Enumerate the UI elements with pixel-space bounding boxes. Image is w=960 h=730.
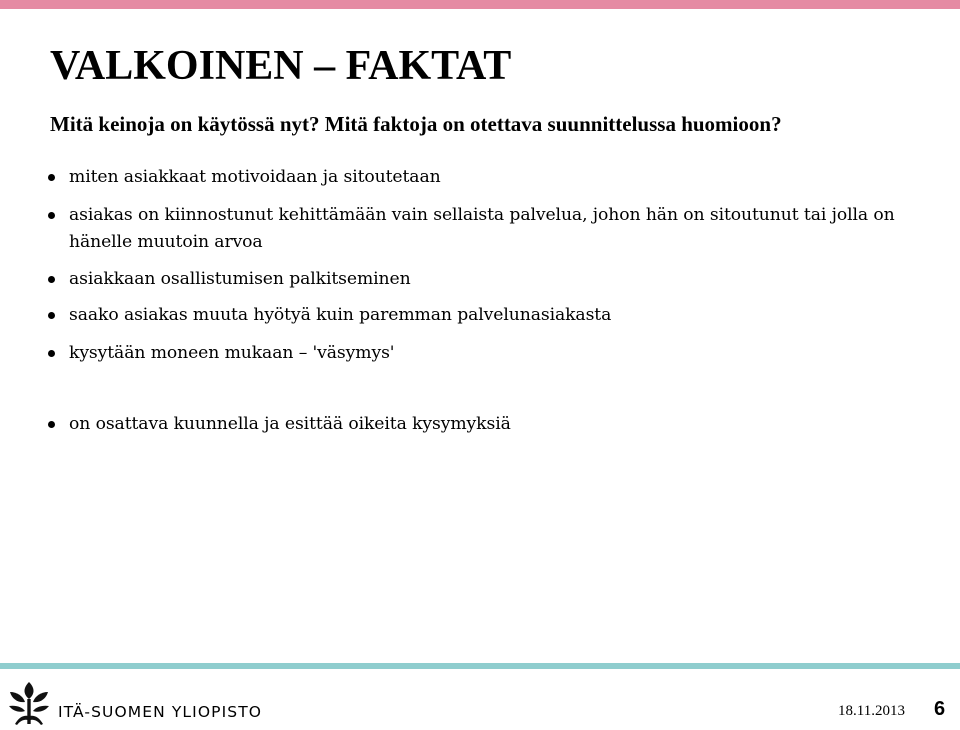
bullet-dot-icon xyxy=(48,212,55,219)
bullet-dot-icon xyxy=(48,421,55,428)
page-number: 6 xyxy=(934,698,946,720)
bullet-text: saako asiakas muuta hyötyä kuin paremman palvelunasiakasta xyxy=(69,305,612,325)
bullet-item xyxy=(48,202,943,256)
bullet-dot-icon xyxy=(48,276,55,283)
bullet-text: kysytään moneen mukaan – 'väsymys' xyxy=(69,343,395,363)
slide-title: VALKOINEN – FAKTAT xyxy=(50,43,512,89)
bullet-item xyxy=(48,302,943,329)
bullet-text: asiakas on kiinnostunut kehittämään vain sellaista palvelua, johon hän on sitoutunut tai jolla on hänelle muutoin arvoa xyxy=(69,205,895,252)
bullet-item xyxy=(48,340,943,367)
bullet-text: miten asiakkaat motivoidaan ja sitoutetaan xyxy=(69,167,441,187)
slide-subtitle: Mitä keinoja on käytössä nyt? Mitä faktoja on otettava suunnittelussa huomioon? xyxy=(50,112,782,136)
bullet-item xyxy=(48,266,943,293)
bullet-text: asiakkaan osallistumisen palkitseminen xyxy=(69,269,411,289)
bullet-dot-icon xyxy=(48,312,55,319)
bullet-item xyxy=(48,411,943,438)
bullet-dot-icon xyxy=(48,174,55,181)
uef-logo-icon xyxy=(8,680,50,726)
bottom-accent-bar xyxy=(0,663,960,669)
top-accent-bar xyxy=(0,0,960,9)
bullet-item xyxy=(48,164,943,191)
bullet-dot-icon xyxy=(48,350,55,357)
slide-date: 18.11.2013 xyxy=(838,703,905,719)
bullet-text: on osattava kuunnella ja esittää oikeita kysymyksiä xyxy=(69,414,511,434)
university-name: ITÄ-SUOMEN YLIOPISTO xyxy=(58,703,263,721)
